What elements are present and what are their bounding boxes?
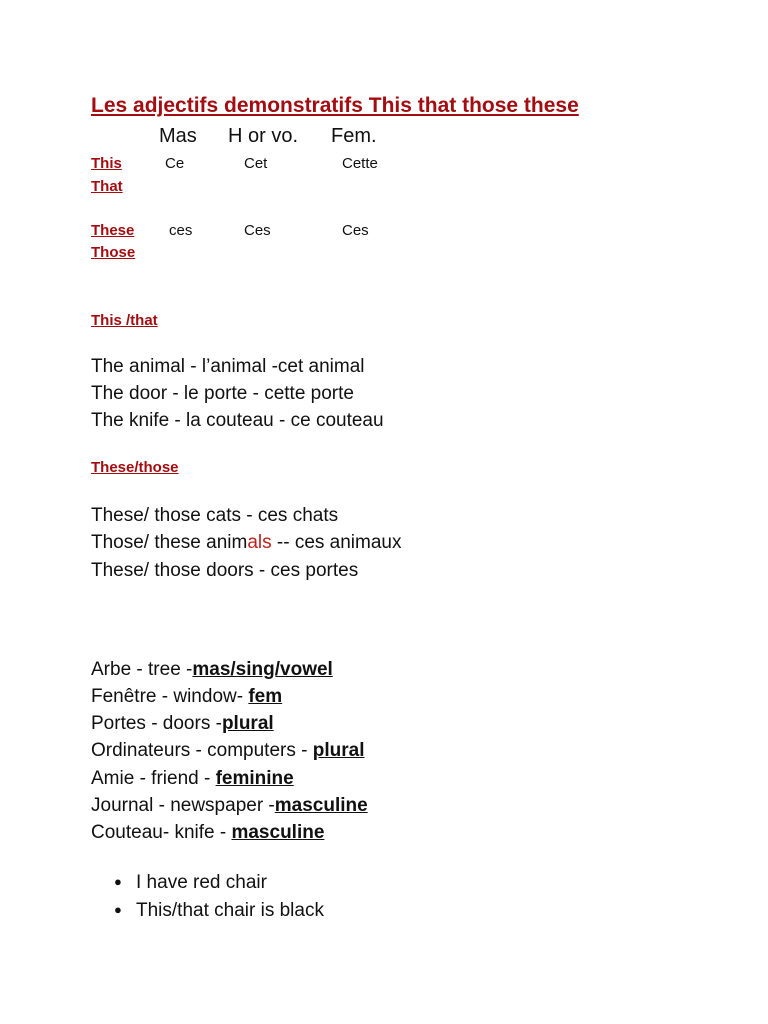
gender-tag: masculine xyxy=(231,822,325,843)
bullet-list xyxy=(114,871,324,927)
vocab-line: Couteau- knife - masculine xyxy=(91,822,325,843)
example-line: The door - le porte - cette porte xyxy=(91,383,354,404)
vocab-line: Fenêtre - window- fem xyxy=(91,686,283,707)
gender-tag: feminine xyxy=(215,768,294,789)
row-label-those: Those xyxy=(91,244,136,261)
section-heading-these-those: These/those xyxy=(91,459,179,476)
cell-these-mas: ces xyxy=(169,222,193,239)
example-line: Those/ these animals -- ces animaux xyxy=(91,532,402,553)
vocab-line: Journal - newspaper -masculine xyxy=(91,795,368,816)
gender-tag: fem xyxy=(248,686,283,707)
page-title: Les adjectifs demonstratifs This that those these xyxy=(91,94,579,117)
bullet-item: ● I have red chair xyxy=(114,871,324,899)
example-line: The animal - l’animal -cet animal xyxy=(91,356,365,377)
gender-tag: plural xyxy=(312,740,365,761)
gender-tag: plural xyxy=(221,713,274,734)
bullet-item: ● This/that chair is black xyxy=(114,899,324,927)
vocab-line: Ordinateurs - computers - plural xyxy=(91,740,365,761)
vocab-line: Amie - friend - feminine xyxy=(91,768,294,789)
column-header-masculine: Mas xyxy=(159,125,197,147)
column-header-vowel: H or vo. xyxy=(228,125,299,147)
example-line: The knife - la couteau - ce couteau xyxy=(91,410,384,431)
highlighted-suffix: als xyxy=(247,532,272,553)
column-header-feminine: Fem. xyxy=(331,125,377,147)
cell-this-fem: Cette xyxy=(342,155,378,172)
vocab-line: Portes - doors -plural xyxy=(91,713,274,734)
cell-these-vowel: Ces xyxy=(244,222,271,239)
gender-tag: masculine xyxy=(274,795,368,816)
row-label-this: This xyxy=(91,155,122,172)
row-label-that: That xyxy=(91,178,123,195)
example-line: These/ those doors - ces portes xyxy=(91,560,359,581)
gender-tag: mas/sing/vowel xyxy=(192,659,333,680)
cell-these-fem: Ces xyxy=(342,222,369,239)
row-label-these: These xyxy=(91,222,135,239)
example-line: These/ those cats - ces chats xyxy=(91,505,339,526)
cell-this-mas: Ce xyxy=(165,155,185,172)
vocab-line: Arbe - tree -mas/sing/vowel xyxy=(91,659,333,680)
section-heading-this-that: This /that xyxy=(91,312,158,329)
cell-this-vowel: Cet xyxy=(244,155,268,172)
